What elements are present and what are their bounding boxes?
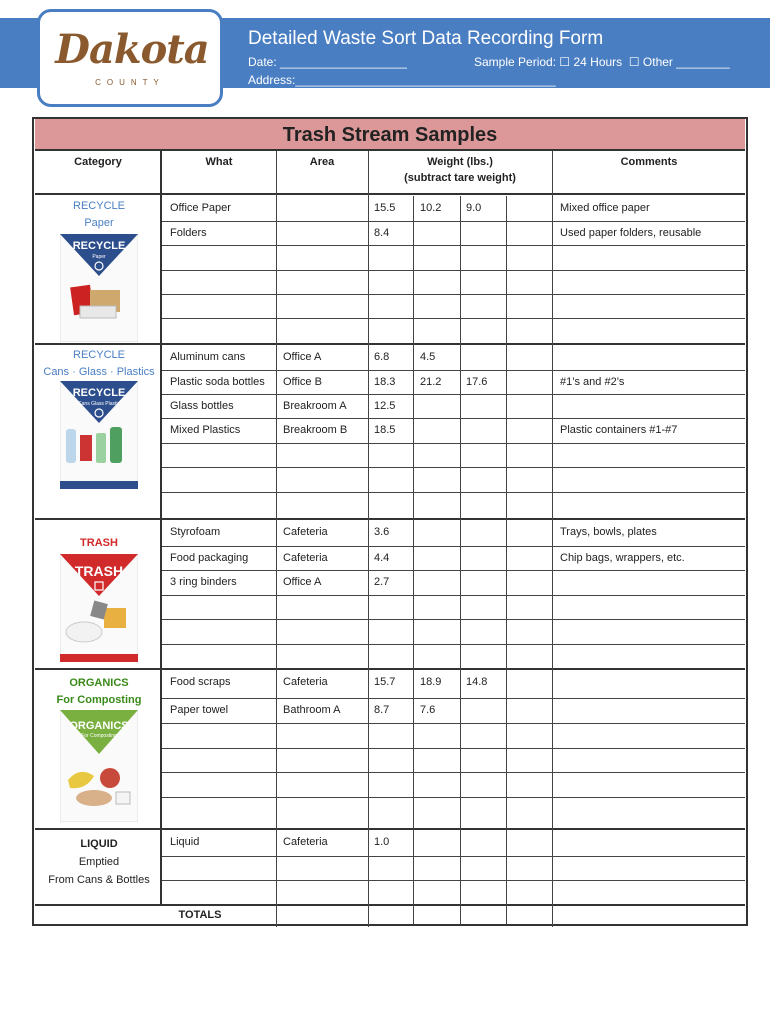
- grid-line: [276, 904, 277, 925]
- grid-line: [162, 619, 745, 620]
- poster-subtitle: For Composting: [81, 733, 117, 739]
- form-title: Detailed Waste Sort Data Recording Form: [248, 28, 604, 49]
- grid-line: [162, 856, 745, 857]
- cell-comment[interactable]: Chip bags, wrappers, etc.: [560, 552, 685, 564]
- cell-what[interactable]: Paper towel: [170, 704, 229, 716]
- grid-line: [162, 797, 745, 798]
- grid-line: [162, 270, 745, 271]
- cell-weight-1[interactable]: 15.7: [374, 676, 396, 688]
- grid-line: [162, 723, 745, 724]
- cell-weight-1[interactable]: 3.6: [374, 526, 390, 538]
- cell-weight-3[interactable]: 14.8: [466, 676, 488, 688]
- logo-wordmark: Dakota: [55, 26, 209, 73]
- category-note: From Cans & Bottles: [48, 874, 150, 886]
- category-organics: [36, 677, 162, 706]
- grid-line: [162, 443, 745, 444]
- grid-line: [162, 570, 745, 571]
- category-name: ORGANICS: [69, 677, 129, 689]
- cell-area[interactable]: Cafeteria: [283, 836, 328, 848]
- grid-line: [162, 467, 745, 468]
- cell-area[interactable]: Cafeteria: [283, 526, 328, 538]
- grid-line: [276, 151, 277, 927]
- grid-line: [162, 595, 745, 596]
- recycle-paper-poster-icon: [60, 234, 138, 342]
- grid-line: [506, 196, 507, 925]
- cell-what[interactable]: Food packaging: [170, 552, 249, 564]
- grid-line: [460, 904, 461, 925]
- cell-area[interactable]: Cafeteria: [283, 552, 328, 564]
- category-subtitle: Paper: [84, 217, 114, 229]
- cell-what[interactable]: Mixed Plastics: [170, 424, 241, 436]
- cell-weight-1[interactable]: 8.4: [374, 227, 390, 239]
- grid-line: [368, 904, 369, 925]
- trash-poster-icon: [60, 554, 138, 662]
- cell-weight-2[interactable]: 4.5: [420, 351, 436, 363]
- grid-line: [413, 196, 414, 925]
- cell-weight-2[interactable]: 10.2: [420, 202, 442, 214]
- grid-line: [35, 343, 745, 345]
- cell-what[interactable]: Styrofoam: [170, 526, 221, 538]
- grid-line: [162, 772, 745, 773]
- cell-comment[interactable]: Used paper folders, reusable: [560, 227, 702, 239]
- column-header-comments: Comments: [620, 156, 678, 168]
- grid-line: [506, 904, 507, 925]
- grid-line: [460, 196, 461, 925]
- category-recycle-paper: [36, 200, 162, 229]
- cell-comment[interactable]: #1’s and #2’s: [560, 376, 625, 388]
- category-subtitle: Cans · Glass · Plastics: [43, 366, 155, 378]
- dakota-county-logo: [37, 9, 223, 107]
- cell-weight-3[interactable]: 17.6: [466, 376, 488, 388]
- poster-title: RECYCLE: [72, 240, 126, 252]
- poster-subtitle: Paper: [92, 254, 106, 260]
- column-header-category: Category: [74, 156, 122, 168]
- cell-what[interactable]: Aluminum cans: [170, 351, 246, 363]
- cell-what[interactable]: Folders: [170, 227, 207, 239]
- cell-weight-1[interactable]: 2.7: [374, 576, 390, 588]
- category-name: RECYCLE: [73, 349, 125, 361]
- grid-line: [35, 193, 745, 195]
- cell-weight-2[interactable]: 21.2: [420, 376, 442, 388]
- grid-line: [35, 904, 745, 906]
- grid-line: [162, 394, 745, 395]
- category-name: TRASH: [80, 537, 118, 549]
- grid-line: [162, 880, 745, 881]
- cell-what[interactable]: Food scraps: [170, 676, 231, 688]
- cell-area[interactable]: Office B: [283, 376, 322, 388]
- poster-title: ORGANICS: [69, 720, 129, 732]
- cell-what[interactable]: Glass bottles: [170, 400, 234, 412]
- column-header-weight-note: (subtract tare weight): [404, 172, 516, 184]
- category-name: LIQUID: [80, 838, 118, 850]
- poster-title: TRASH: [74, 563, 124, 579]
- grid-line: [35, 828, 745, 830]
- grid-line: [162, 698, 745, 699]
- poster-title: RECYCLE: [72, 387, 126, 399]
- category-recycle-cans: [36, 349, 162, 378]
- cell-area[interactable]: Cafeteria: [283, 676, 328, 688]
- grid-line: [162, 492, 745, 493]
- column-header-area: Area: [309, 156, 335, 168]
- cell-comment[interactable]: Trays, bowls, plates: [560, 526, 657, 538]
- cell-weight-1[interactable]: 15.5: [374, 202, 396, 214]
- grid-line: [162, 245, 745, 246]
- cell-weight-1[interactable]: 18.5: [374, 424, 396, 436]
- organics-poster-icon: [60, 710, 138, 822]
- cell-area[interactable]: Breakroom A: [283, 400, 347, 412]
- table-title: Trash Stream Samples: [35, 119, 745, 151]
- grid-line: [162, 318, 745, 319]
- cell-what[interactable]: Plastic soda bottles: [170, 376, 265, 388]
- cell-area[interactable]: Office A: [283, 576, 322, 588]
- recycle-containers-poster-icon: [60, 381, 138, 489]
- category-subtitle: Emptied: [78, 856, 120, 868]
- cell-weight-1[interactable]: 8.7: [374, 704, 390, 716]
- grid-line: [552, 151, 553, 927]
- column-header-what: What: [205, 156, 233, 168]
- category-liquid: [36, 838, 162, 886]
- cell-weight-2[interactable]: 7.6: [420, 704, 436, 716]
- cell-comment[interactable]: Mixed office paper: [560, 202, 650, 214]
- cell-weight-1[interactable]: 6.8: [374, 351, 390, 363]
- cell-area[interactable]: Bathroom A: [283, 704, 341, 716]
- grid-line: [162, 748, 745, 749]
- grid-line: [162, 294, 745, 295]
- column-header-weight: Weight (lbs.): [427, 156, 493, 168]
- grid-line: [160, 151, 162, 904]
- date-field[interactable]: Date: ___________________: [248, 55, 407, 69]
- logo-subtitle: COUNTY: [95, 78, 165, 87]
- category-trash: [36, 537, 162, 549]
- address-field[interactable]: Address:_______________________________________: [248, 73, 556, 87]
- cell-weight-1[interactable]: 1.0: [374, 836, 390, 848]
- cell-weight-3[interactable]: 9.0: [466, 202, 482, 214]
- poster-subtitle: Cans Glass Plastic: [78, 401, 120, 407]
- sample-period-field[interactable]: Sample Period: ☐ 24 Hours ☐ Other ________: [474, 55, 730, 69]
- category-name: RECYCLE: [73, 200, 125, 212]
- cell-area[interactable]: Office A: [283, 351, 322, 363]
- grid-line: [413, 904, 414, 925]
- cell-what[interactable]: Office Paper: [170, 202, 231, 214]
- cell-what[interactable]: 3 ring binders: [170, 576, 237, 588]
- cell-comment[interactable]: Plastic containers #1-#7: [560, 424, 678, 436]
- cell-weight-1[interactable]: 4.4: [374, 552, 390, 564]
- grid-line: [368, 151, 369, 927]
- cell-area[interactable]: Breakroom B: [283, 424, 348, 436]
- cell-what[interactable]: Liquid: [170, 836, 200, 848]
- cell-weight-2[interactable]: 18.9: [420, 676, 442, 688]
- category-subtitle: For Composting: [56, 694, 142, 706]
- totals-label: TOTALS: [178, 909, 222, 921]
- cell-weight-1[interactable]: 12.5: [374, 400, 396, 412]
- cell-weight-1[interactable]: 18.3: [374, 376, 396, 388]
- grid-line: [162, 644, 745, 645]
- grid-line: [552, 904, 553, 925]
